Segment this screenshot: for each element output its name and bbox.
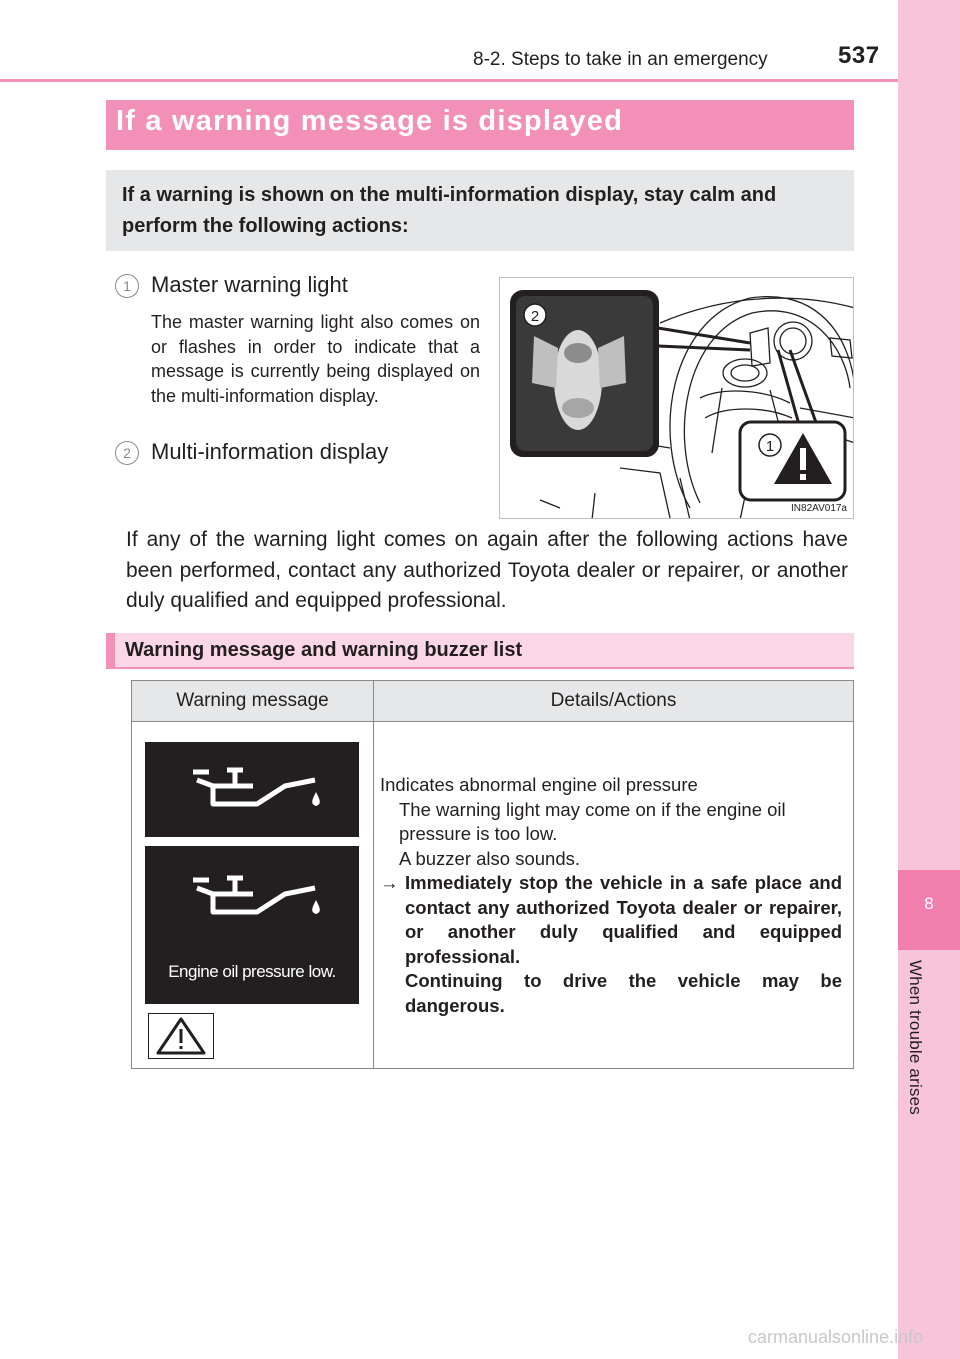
item-number-2: 2 <box>115 441 139 465</box>
header-rule <box>0 79 898 82</box>
warning-triangle-icon <box>149 1014 213 1058</box>
header-section-title: 8-2. Steps to take in an emergency <box>473 49 768 70</box>
detail-indicates: Indicates abnormal engine oil pressure <box>380 774 698 795</box>
figure-caption: IN82AV017a <box>791 503 847 514</box>
intro-box <box>106 170 854 251</box>
intro-text: If a warning is shown on the multi-information display, stay calm and perform the following actions: <box>122 184 777 237</box>
details-actions-cell <box>380 773 842 1018</box>
item-title-multi-information-display: Multi-information display <box>151 439 389 464</box>
warning-message-table <box>131 680 854 1069</box>
watermark: carmanualsonline.info <box>748 1327 924 1347</box>
item-description-master-warning-light: The master warning light also comes on or flashes in order to indicate that a message is currently being displayed on the multi-information display. <box>151 312 480 406</box>
dashboard-illustration <box>500 278 854 519</box>
page-number: 537 <box>838 42 880 69</box>
instruction-paragraph: If any of the warning light comes on again after the following actions have been performed, contact any authorized Toyota dealer or repairer, or another duly qualified and equipped professional. <box>126 528 848 612</box>
subsection-banner <box>106 633 854 669</box>
oil-can-icon-with-message <box>145 846 359 956</box>
detail-action-block <box>380 871 842 1018</box>
title-banner <box>106 100 854 150</box>
callout-2-label: 2 <box>530 308 540 325</box>
oil-pressure-warning-panel <box>145 742 359 837</box>
header-details-actions: Details/Actions <box>550 690 677 711</box>
column-divider <box>373 681 374 1068</box>
dashboard-figure <box>499 277 854 519</box>
subsection-accent-bar <box>106 633 115 669</box>
item-title-master-warning-light: Master warning light <box>151 272 348 297</box>
callout-1-label: 1 <box>765 438 775 455</box>
arrow-right-icon: → <box>380 872 399 893</box>
oil-pressure-message-panel <box>145 846 359 1004</box>
detail-action-warning: Continuing to drive the vehicle may be dangerous. <box>405 970 842 1016</box>
detail-buzzer: A buzzer also sounds. <box>399 847 580 869</box>
detail-action: Immediately stop the vehicle in a safe place and contact any authorized Toyota dealer or repairer, or another duly qualified and equipped professional. <box>405 872 842 967</box>
page-title: If a warning message is displayed <box>116 105 623 137</box>
chapter-side-tab <box>898 0 960 1359</box>
chapter-title-vertical <box>905 960 935 1150</box>
chapter-title-label: When trouble arises <box>906 960 925 1115</box>
chapter-number-tab[interactable]: 8 <box>898 870 960 950</box>
subsection-title: Warning message and warning buzzer list <box>125 639 523 661</box>
table-header-row <box>132 681 853 722</box>
oil-can-icon <box>145 742 359 837</box>
detail-explanation: The warning light may come on if the engine oil pressure is too low. <box>399 798 786 844</box>
master-warning-icon-box <box>148 1013 214 1059</box>
engine-oil-message-text: Engine oil pressure low. <box>168 962 336 981</box>
item-number-1: 1 <box>115 274 139 298</box>
header-warning-message: Warning message <box>176 690 329 711</box>
